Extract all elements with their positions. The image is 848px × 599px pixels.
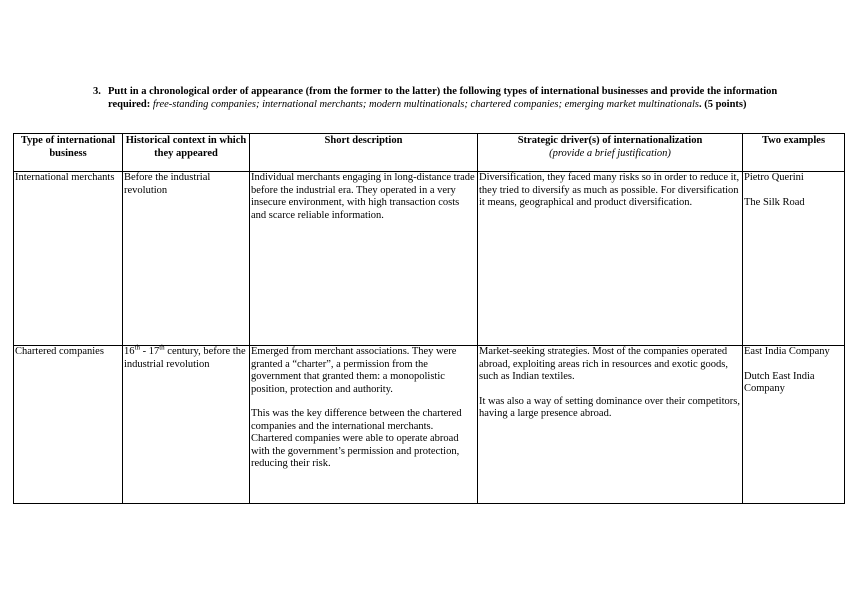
business-types-table xyxy=(13,133,845,504)
cell-driver xyxy=(478,346,743,504)
example-2: Dutch East India Company xyxy=(744,370,815,394)
cell-examples xyxy=(743,172,845,346)
table-row xyxy=(14,172,845,346)
cell-description: Individual merchants engaging in long-distance trade before the industrial era. They operated in a very insecure environment, with high transaction costs and scarce reliable information. xyxy=(250,172,478,346)
header-driver-subtitle: (provide a brief justification) xyxy=(549,147,671,159)
cell-type: International merchants xyxy=(14,172,123,346)
context-sup-2: th xyxy=(159,343,165,352)
question-italic-list: free-standing companies; international merchants; modern multinationals; chartered companies; emerging market multinationals xyxy=(152,99,699,110)
example-1: East India Company xyxy=(744,346,830,357)
context-end: century, before the industrial revolution xyxy=(124,346,246,370)
header-context: Historical context in which they appeared xyxy=(123,134,250,172)
cell-context: Before the industrial revolution xyxy=(123,172,250,346)
example-2: The Silk Road xyxy=(744,196,805,208)
question-text xyxy=(108,85,793,111)
table-header-row xyxy=(14,134,845,172)
cell-description xyxy=(250,346,478,504)
question-number: 3. xyxy=(93,86,101,97)
example-1: Pietro Querini xyxy=(744,172,804,183)
table-row xyxy=(14,346,845,504)
question-points: . (5 points) xyxy=(698,99,747,110)
driver-para-2: It was also a way of setting dominance over their competitors, having a large presence abroad. xyxy=(479,395,740,419)
question-bold-text: Putt in a chronological order of appearance (from the former to the latter) the following types of international businesses and provide the information required xyxy=(108,86,778,110)
header-driver xyxy=(478,134,743,172)
header-type: Type of international business xyxy=(14,134,123,172)
header-description: Short description xyxy=(250,134,478,172)
description-para-1: Emerged from merchant associations. They were granted a “charter”, a permission from the government that granted them: a monopolistic position, protection and authority. xyxy=(251,346,457,395)
context-start: 16 xyxy=(124,346,135,357)
question-colon: : xyxy=(146,99,153,110)
question-block xyxy=(93,85,793,111)
cell-type: Chartered companies xyxy=(14,346,123,504)
driver-para-1: Market-seeking strategies. Most of the companies operated abroad, exploiting areas rich in resources and exotic goods, such as Indian textiles. xyxy=(479,346,729,382)
cell-context xyxy=(123,343,250,504)
header-driver-title: Strategic driver(s) of internationalization xyxy=(517,135,703,146)
cell-examples xyxy=(743,346,845,504)
description-para-2: This was the key difference between the chartered companies and the international merchants. Chartered companies were able to operate abroad with the government’s permission and protection, reducing their risk. xyxy=(251,408,462,469)
cell-driver: Diversification, they faced many risks so in order to reduce it, they tried to diversify as much as possible. For diversification it means, geographical and product diversification. xyxy=(478,172,743,346)
header-examples: Two examples xyxy=(743,134,845,172)
context-mid: - 17 xyxy=(139,346,160,357)
context-sup-1: th xyxy=(134,343,140,352)
